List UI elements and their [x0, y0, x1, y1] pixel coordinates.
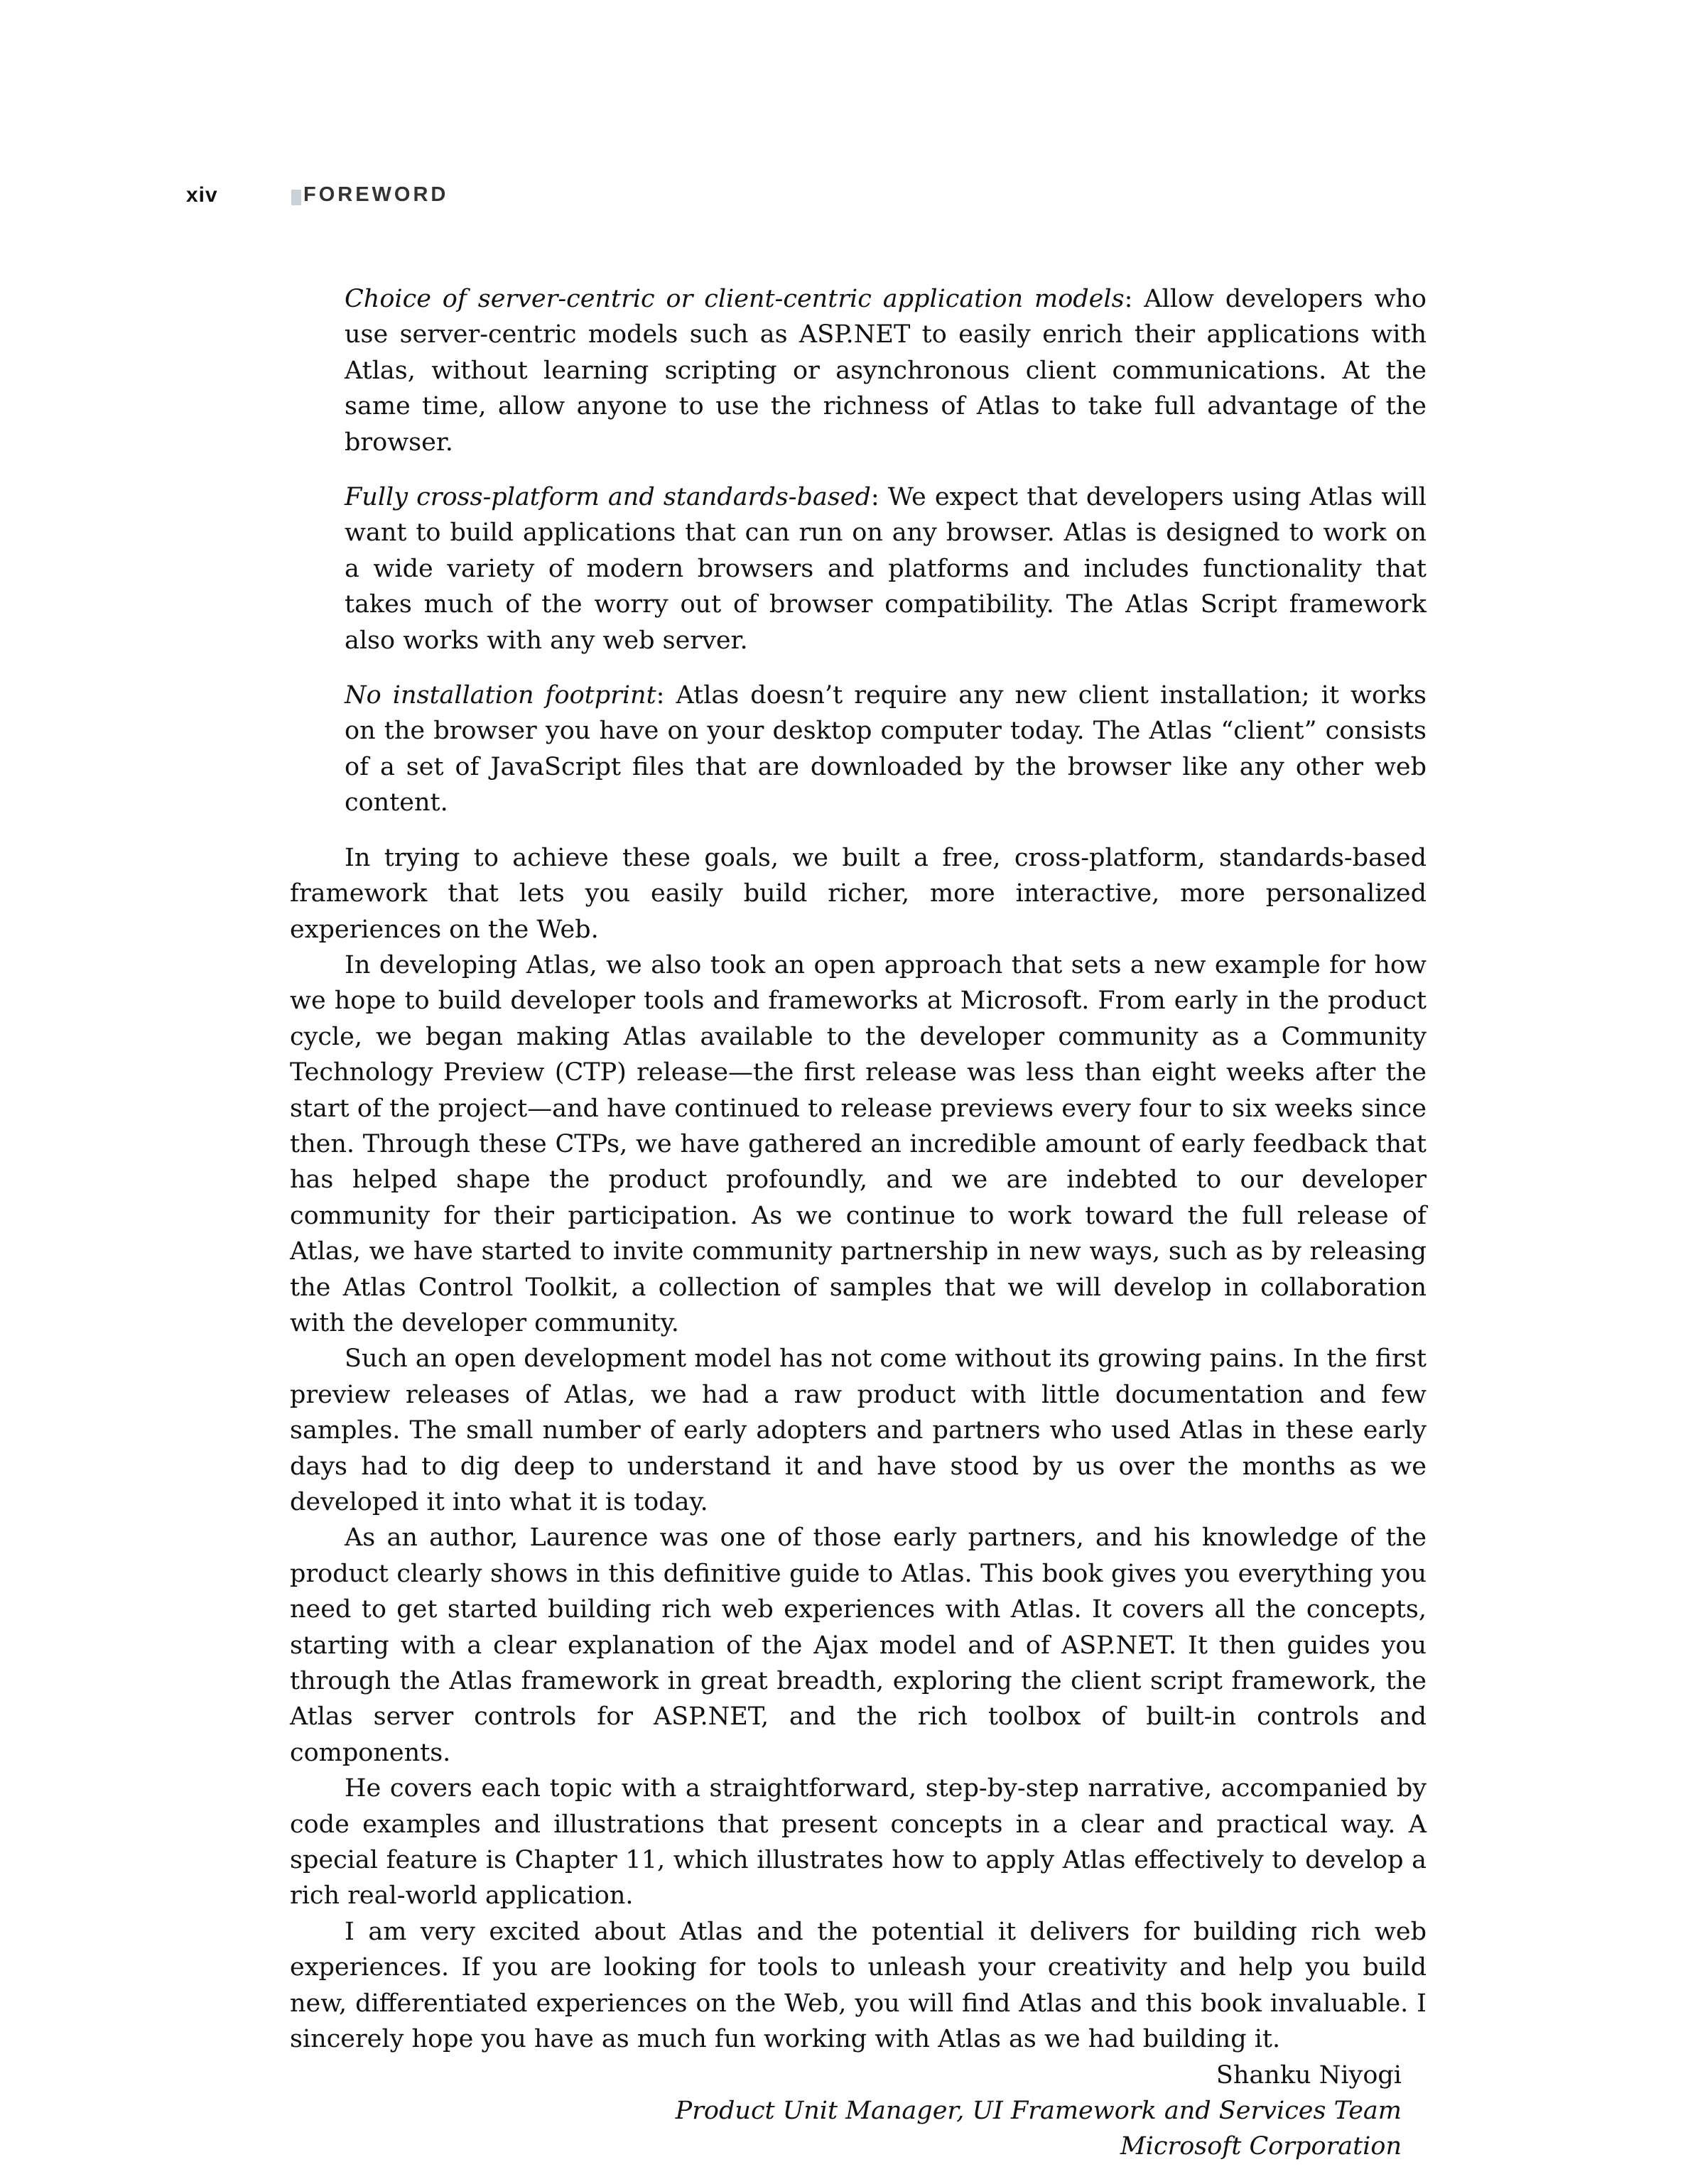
signature-name: Shanku Niyogi [1216, 2060, 1402, 2090]
bullet-item [345, 281, 1427, 460]
bullet-item [345, 678, 1427, 821]
section-title: FOREWORD [303, 183, 449, 206]
body-paragraph: Such an open development model has not come without its growing pains. In the first preview releases of Atlas, we had a raw product with little documentation and few samples. The small number of early adopters and partners who used Atlas in these early days had to dig deep to understand it and have stood by us over the months as we developed it into what it is today. [290, 1344, 1427, 1516]
bullet-text: : We expect that developers using Atlas will want to build applications that can run on any browser. Atlas is designed to work on a wide variety of modern browsers and platforms and includes functionality that takes much of the worry out of browser compatibility. The Atlas Script framework also works with any web server. [345, 483, 1427, 655]
page-body [290, 281, 1427, 2165]
bullet-item [345, 479, 1427, 658]
body-paragraph: In trying to achieve these goals, we built a free, cross-platform, standards-based framework that lets you easily build richer, more interactive, more personalized experiences on the Web. [290, 843, 1427, 944]
signature-title: Product Unit Manager, UI Framework and Services Team [675, 2096, 1402, 2125]
signature-block [290, 2058, 1427, 2165]
body-paragraph: I am very excited about Atlas and the potential it delivers for building rich web experiences. If you are looking for tools to unleash your creativity and help you build new, differentiated experiences on the Web, you will find Atlas and this book invaluable. I sincerely hope you have as much fun working with Atlas as we had building it. [290, 1917, 1427, 2054]
signature-company: Microsoft Corporation [1120, 2132, 1402, 2161]
body-paragraph: As an author, Laurence was one of those early partners, and his knowledge of the product clearly shows in this definitive guide to Atlas. This book gives you everything you need to get started building rich web experiences with Atlas. It covers all the concepts, starting with a clear explanation of the Ajax model and of ASP.NET. It then guides you through the Atlas framework in great breadth, exploring the client script framework, the Atlas server controls for ASP.NET, and the rich toolbox of built-in controls and components. [290, 1523, 1427, 1767]
bullet-lead: Choice of server-centric or client-centric application models [345, 285, 1125, 313]
bullet-text: : Atlas doesn’t require any new client installation; it works on the browser you have on your desktop computer today. The Atlas “client” consists of a set of JavaScript files that are downloaded by the browser like any other web content. [345, 681, 1427, 817]
section-marker [291, 190, 301, 205]
bullet-text: : Allow developers who use server-centric models such as ASP.NET to easily enrich their applications with Atlas, without learning scripting or asynchronous client communications. At the same time, allow anyone to use the richness of Atlas to take full advantage of the browser. [345, 285, 1427, 457]
page-header [186, 183, 826, 212]
bullet-lead: Fully cross-platform and standards-based [345, 483, 871, 512]
body-paragraph: In developing Atlas, we also took an open approach that sets a new example for how we hope to build developer tools and frameworks at Microsoft. From early in the product cycle, we began making Atlas available to the developer community as a Community Technology Preview (CTP) release—the first release was less than eight weeks after the start of the project—and have continued to release previews every four to six weeks since then. Through these CTPs, we have gathered an incredible amount of early feedback that has helped shape the product profoundly, and we are indebted to our developer community for their participation. As we continue to work toward the full release of Atlas, we have started to invite community partnership in new ways, such as by releasing the Atlas Control Toolkit, a collection of samples that we will develop in collaboration with the developer community. [290, 950, 1427, 1337]
bullet-lead: No installation footprint [345, 681, 656, 710]
page-number: xiv [186, 183, 218, 207]
body-paragraph: He covers each topic with a straightforward, step-by-step narrative, accompanied by code examples and illustrations that present concepts in a clear and practical way. A special feature is Chapter 11, which illustrates how to apply Atlas effectively to develop a rich real-world application. [290, 1774, 1427, 1911]
